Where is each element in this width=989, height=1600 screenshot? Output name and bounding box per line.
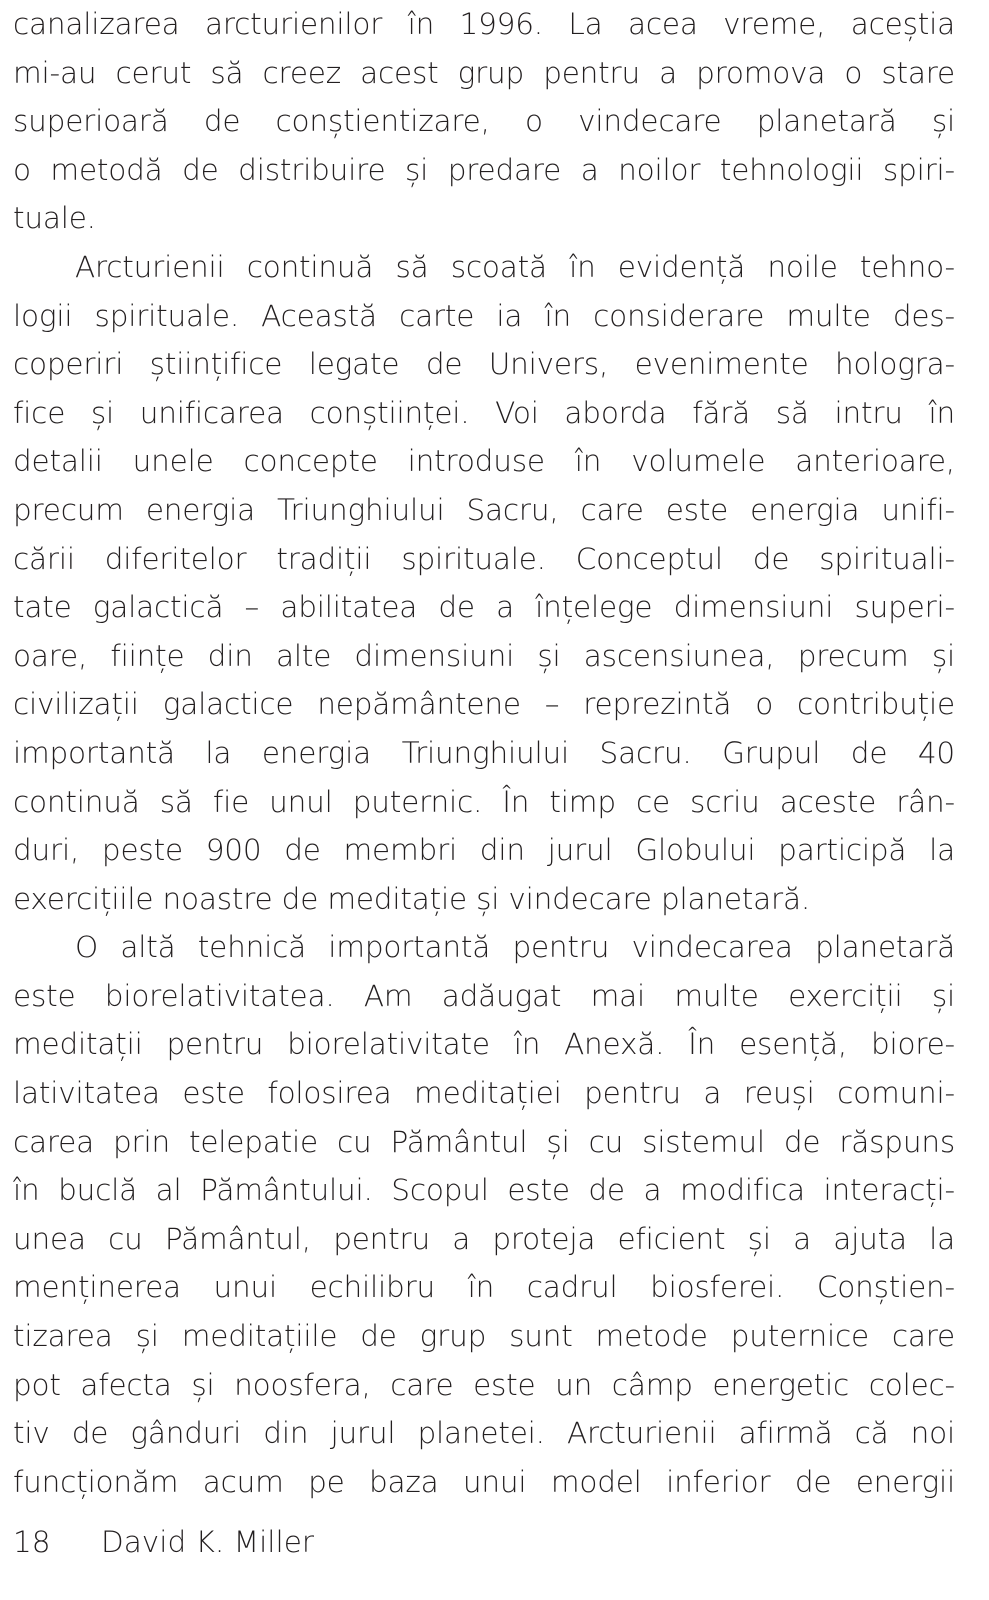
text-line: cării diferitelor tradiții spirituale. Conceptul de spirituali-	[13, 541, 955, 576]
paragraph-2	[13, 243, 955, 923]
page-number: 18	[13, 1525, 51, 1559]
text-line: pot afecta și noosfera, care este un câmp energetic colec-	[13, 1367, 955, 1402]
text-line: tiv de gânduri din jurul planetei. Arcturienii afirmă că noi	[13, 1416, 955, 1451]
text-line: fice și unificarea conștiinței. Voi aborda fără să intru în	[13, 395, 955, 430]
text-line: carea prin telepatie cu Pământul și cu sistemul de răspuns	[13, 1124, 955, 1159]
text-line: mi-au cerut să creez acest grup pentru a promova o stare	[13, 55, 955, 90]
text-line: superioară de conștientizare, o vindecare planetară și	[13, 104, 955, 139]
text-line: este biorelativitatea. Am adăugat mai multe exerciții și	[13, 978, 955, 1013]
text-line: oare, ființe din alte dimensiuni și ascensiunea, precum și	[13, 638, 955, 673]
text-line: canalizarea arcturienilor în 1996. La acea vreme, aceștia	[13, 7, 955, 41]
text-line: precum energia Triunghiului Sacru, care este energia unifi-	[13, 492, 955, 527]
paragraph-3	[13, 923, 955, 1506]
text-line: logii spirituale. Această carte ia în considerare multe des-	[13, 298, 955, 333]
text-line: duri, peste 900 de membri din jurul Globului participă la	[13, 833, 955, 868]
text-line: exercițiile noastre de meditație și vindecare planetară.	[13, 881, 811, 916]
running-footer-author: David K. Miller	[101, 1525, 314, 1559]
text-line: funcționăm acum pe baza unui model inferior de energii	[13, 1464, 955, 1499]
text-line: menținerea unui echilibru în cadrul biosferei. Conștien-	[13, 1270, 955, 1305]
text-line: Arcturienii continuă să scoată în evidență noile tehno-	[75, 249, 955, 284]
text-line: continuă să fie unul puternic. În timp ce scriu aceste rân-	[13, 784, 955, 819]
text-line: O altă tehnică importantă pentru vindecarea planetară	[75, 930, 955, 965]
text-line: civilizații galactice nepământene – reprezintă o contribuție	[13, 687, 955, 722]
paragraph-1	[13, 0, 955, 243]
text-line: o metodă de distribuire și predare a noilor tehnologii spiri-	[13, 152, 955, 187]
page-footer	[13, 1518, 314, 1566]
text-line: meditații pentru biorelativitate în Anexă. În esență, biore-	[13, 1027, 955, 1062]
text-line: tate galactică – abilitatea de a înțelege dimensiuni superi-	[13, 590, 955, 625]
text-line: tizarea și meditațiile de grup sunt metode puternice care	[13, 1319, 955, 1354]
text-line: unea cu Pământul, pentru a proteja eficient și a ajuta la	[13, 1221, 955, 1256]
text-line: importantă la energia Triunghiului Sacru. Grupul de 40	[13, 735, 955, 770]
text-line: în buclă al Pământului. Scopul este de a modifica interacți-	[13, 1173, 955, 1208]
text-line: lativitatea este folosirea meditației pentru a reuși comuni-	[13, 1076, 955, 1111]
document-body	[13, 0, 955, 1506]
text-line: detalii unele concepte introduse în volumele anterioare,	[13, 444, 955, 479]
text-line: coperiri științifice legate de Univers, evenimente hologra-	[13, 347, 955, 382]
text-line: tuale.	[13, 201, 96, 236]
